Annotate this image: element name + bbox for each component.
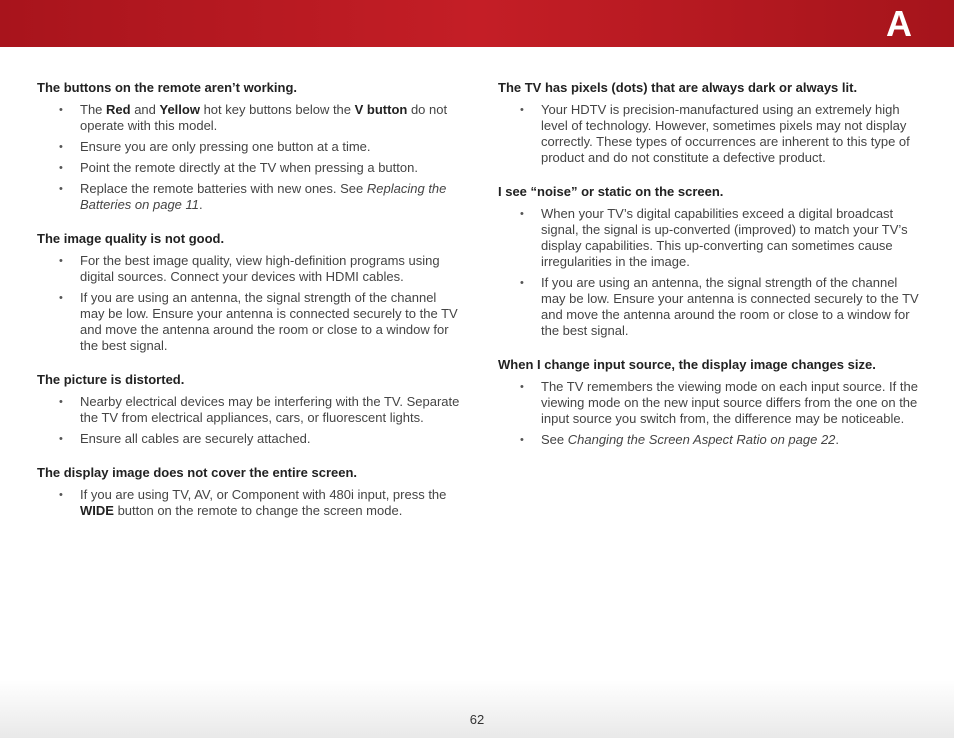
list-item [37, 487, 462, 519]
text: If you are using an antenna, the signal strength of the channel may be low. Ensure your antenna is connected securely to the TV and move the antenna around the room or close to a window for the best signal. [541, 275, 919, 338]
footer-bar [0, 680, 954, 738]
list-item [37, 394, 462, 426]
text: Ensure you are only pressing one button at a time. [80, 139, 371, 154]
text: and [130, 102, 160, 117]
list-item [37, 102, 462, 134]
text: Your HDTV is precision-manufactured using an extremely high level of technology. However, sometimes pixels may not display correctly. These types of occurrences are inherent to this type of product and do not constitute a defective product. [541, 102, 910, 165]
bullet: • [59, 162, 63, 174]
section-heading: The display image does not cover the entire screen. [37, 465, 358, 480]
section-remote-buttons [37, 80, 462, 213]
bullet: • [59, 183, 63, 195]
section-display-image [37, 465, 462, 519]
section-heading: The TV has pixels (dots) that are always dark or always lit. [498, 80, 858, 95]
list-item [37, 160, 462, 176]
text: Replace the remote batteries with new ones. See [80, 181, 367, 196]
text: Ensure all cables are securely attached. [80, 431, 311, 446]
section-noise [498, 184, 923, 339]
bullet: • [59, 489, 63, 501]
text: hot key buttons below the [199, 102, 355, 117]
text: Point the remote directly at the TV when pressing a button. [80, 160, 418, 175]
section-picture-distorted [37, 372, 462, 447]
text: The TV remembers the viewing mode on each input source. If the viewing mode on the new input source differs from the one on the input source you switch from, the difference may be noticeable. [541, 379, 918, 426]
section-heading: The image quality is not good. [37, 231, 225, 246]
list-item [37, 253, 462, 285]
section-pixels [498, 80, 923, 166]
text: When your TV’s digital capabilities exceed a digital broadcast signal, the signal is up-converted (improved) to match your TV’s display capabilities. This up-converting can sometimes cause irregularities in the image. [541, 206, 908, 269]
bullet: • [520, 277, 524, 289]
bullet: • [520, 104, 524, 116]
list-item [498, 379, 923, 427]
header-bar [0, 0, 954, 47]
bullet: • [59, 255, 63, 267]
section-input-source [498, 357, 923, 448]
appendix-letter: A [886, 3, 912, 44]
list-item [498, 432, 923, 448]
text: If you are using TV, AV, or Component with 480i input, press the [80, 487, 447, 502]
cross-reference-link[interactable]: Changing the Screen Aspect Ratio on page 22 [567, 432, 836, 447]
list-item [498, 275, 923, 339]
text: Nearby electrical devices may be interfering with the TV. Separate the TV from electrical appliances, cars, or fluorescent lights. [80, 394, 460, 425]
bullet: • [520, 208, 524, 220]
section-image-quality [37, 231, 462, 354]
bold-text: WIDE [80, 503, 114, 518]
bullet: • [59, 141, 63, 153]
bullet: • [59, 396, 63, 408]
bold-text: Yellow [159, 102, 200, 117]
bold-text: Red [106, 102, 131, 117]
text: The [80, 102, 107, 117]
list-item [498, 102, 923, 166]
list-item [37, 181, 462, 213]
list-item [37, 431, 462, 447]
section-heading: When I change input source, the display image changes size. [498, 357, 876, 372]
bullet: • [520, 381, 524, 393]
text: If you are using an antenna, the signal strength of the channel may be low. Ensure your antenna is connected securely to the TV and move the antenna around the room or close to a window for the best signal. [80, 290, 458, 353]
cross-reference-link[interactable]: Replacing the Batteries on page 11 [80, 181, 447, 212]
text: . [199, 197, 203, 212]
bullet: • [59, 292, 63, 304]
bullet: • [59, 433, 63, 445]
list-item [37, 290, 462, 354]
right-column [498, 80, 923, 466]
page-number: 62 [469, 712, 485, 727]
list-item [498, 206, 923, 270]
text: For the best image quality, view high-definition programs using digital sources. Connect your devices with HDMI cables. [80, 253, 440, 284]
text: See [541, 432, 568, 447]
text: do not operate with this model. [80, 102, 448, 133]
left-column [37, 80, 462, 537]
bold-text: V button [354, 102, 408, 117]
section-heading: The buttons on the remote aren’t working. [37, 80, 298, 95]
list-item [37, 139, 462, 155]
text: button on the remote to change the screen mode. [113, 503, 403, 518]
section-heading: I see “noise” or static on the screen. [498, 184, 724, 199]
section-heading: The picture is distorted. [37, 372, 185, 387]
text: . [835, 432, 840, 447]
bullet: • [520, 434, 524, 446]
bullet: • [59, 104, 63, 116]
